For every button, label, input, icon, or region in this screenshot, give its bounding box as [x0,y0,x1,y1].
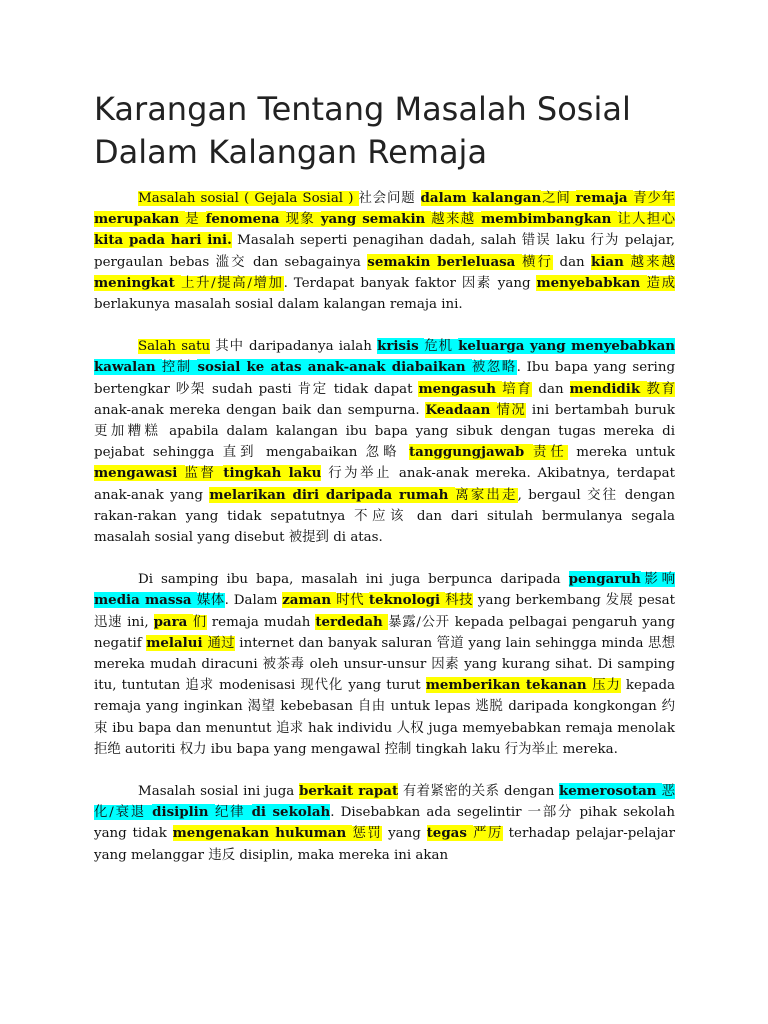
paragraph-3 [94,569,675,760]
highlighted-phrase: 离家出走 [455,487,518,503]
text-run: kepada remaja yang inginkan 渴望 kebebasan 自由 untuk lepas 逃脱 daripada kongkongan 约束 ibu bapa dan menuntut 追求 hak individu 人权 juga memyebabkan remaja menolak 拒绝 autoriti 权力 ibu bapa yang mengawal 控制 tingkah laku 行为举止 mereka. [94,678,675,757]
highlighted-phrase: 媒体 [196,593,225,609]
highlighted-phrase: 被忽略 [471,360,517,376]
document-page [94,88,675,866]
highlighted-phrase: keluarga yang menyebabkan kawalan [94,338,675,376]
paragraph-1 [94,188,675,315]
text-run: dan [532,381,570,397]
highlighted-phrase: mengasuh [418,380,503,397]
text-run: remaja mudah [206,614,316,630]
highlighted-phrase: 时代 [336,593,369,609]
highlighted-phrase: di sekolah [251,804,331,821]
text-run: Masalah sosial ini juga [138,784,299,800]
highlighted-phrase: berkait rapat [298,783,399,800]
text-run: mereka untuk [567,445,675,461]
highlighted-phrase: melarikan diri daripada rumah [209,486,456,503]
highlighted-phrase: mendidik [569,380,647,397]
highlighted-phrase: 培育 [502,381,533,397]
highlighted-phrase: 们 [192,614,207,630]
highlighted-phrase: disiplin [152,804,215,821]
highlighted-phrase: mengenakan hukuman [172,825,353,842]
text-run: terhadap pelajar-pelajar yang melanggar 违反 disiplin, maka mereka ini akan [94,826,676,863]
highlighted-phrase: 责任 [532,445,568,461]
text-run: anak-anak mereka dengan baik dan sempurna. [94,402,426,418]
highlighted-phrase: sosial ke atas anak-anak diabaikan [197,359,472,376]
text-run: berlakunya masalah sosial dalam kalangan remaja ini. [94,297,463,313]
text-run: 行为举止 anak-anak mereka. Akibatnya, terdapat anak-anak yang [94,466,675,503]
highlighted-phrase: 压力 [592,678,621,694]
highlighted-phrase: meningkat [94,274,182,291]
paragraph-2 [94,336,675,548]
highlighted-phrase: menyebabkan [536,274,647,291]
highlighted-phrase: semakin berleluasa [367,253,523,270]
highlighted-phrase: tanggungjawab [408,444,533,461]
highlighted-phrase: 科技 [445,593,474,609]
highlighted-phrase: zaman [282,592,337,609]
highlighted-phrase: 严厉 [473,826,503,842]
highlighted-phrase: 纪律 [215,805,252,821]
text-run: . Dalam [224,593,283,609]
highlighted-phrase: 越来越 [630,254,676,270]
highlighted-phrase: para [153,613,193,630]
highlighted-phrase: melalui [146,634,208,651]
highlighted-phrase: kemerosotan [559,783,662,800]
document-title: Karangan Tentang Masalah Sosial Dalam Kalangan Remaja [94,90,631,171]
highlighted-phrase: 通过 [207,635,235,651]
highlighted-phrase: 越来越 [431,212,482,228]
highlighted-phrase: 横行 [522,254,554,270]
highlighted-phrase: 影响 [640,572,676,588]
essay-body [94,188,675,866]
highlighted-phrase: dalam kalangan [420,190,542,206]
text-run: Masalah seperti penagihan dadah, salah 错误 laku 行为 pelajar, pergaulan bebas 滥交 dan sebagainya [94,233,675,270]
text-run: 其中 daripadanya ialah [210,339,378,355]
highlighted-phrase: krisis [377,338,425,355]
highlighted-phrase: kian [591,253,631,270]
highlighted-phrase: 青少年 [633,191,675,206]
highlighted-phrase: 情况 [496,402,527,418]
highlighted-phrase: memberikan tekanan [425,677,593,694]
highlighted-phrase: 造成 [646,275,675,291]
highlighted-phrase: fenomena [205,211,286,228]
highlighted-phrase: remaja [575,190,634,206]
highlighted-phrase: 教育 [646,381,675,397]
highlighted-phrase: tingkah laku [223,465,322,482]
text-run: yang [382,826,427,842]
highlighted-phrase: membimbangkan [481,211,618,228]
highlighted-phrase: mengawasi [94,465,185,482]
highlighted-phrase: 上升/提高/增加 [181,275,284,291]
text-run: 社会问题 [358,191,421,206]
highlighted-phrase: 监督 [184,466,224,482]
highlighted-phrase: media massa [94,592,197,609]
text-run: . Disebabkan ada segelintir 一部分 pihak sekolah yang tidak [94,805,675,842]
highlighted-phrase: Salah satu [138,339,211,355]
highlighted-phrase: 控制 [161,360,198,376]
highlighted-phrase: terdedah [315,613,389,630]
text-run: . Terdapat banyak faktor 因素 yang [283,275,537,291]
text-run: 有着紧密的关系 dengan [398,784,559,800]
text-run: ini bertambah buruk 更加糟糕 apabila dalam kalangan ibu bapa yang sibuk dengan tugas mereka di pejabat sehingga 直到 mengabaikan 忽略 [94,402,676,461]
text-run: . Ibu bapa yang sering bertengkar 吵架 sudah pasti 肯定 tidak dapat [94,360,676,397]
highlighted-phrase: Masalah sosial ( Gejala Sosial ) [138,191,359,206]
paragraph-4 [94,781,675,866]
highlighted-phrase: 让人担心 [617,212,675,228]
highlighted-phrase: teknologi [368,592,446,609]
highlighted-phrase: 惩罚 [352,826,383,842]
text-run: Di samping ibu bapa, masalah ini juga berpunca daripada [138,572,569,588]
highlighted-phrase: 之间 [541,191,576,206]
highlighted-phrase: pengaruh [568,571,641,588]
highlighted-phrase: 危机 [424,339,459,355]
highlighted-phrase: tegas [426,825,474,842]
text-run: , bergaul 交往 dengan rakan-rakan yang tidak sepatutnya 不应该 dan dari situlah bermulanya segala masalah sosial yang disebut 被提到 di atas. [94,487,676,546]
highlighted-phrase: yang semakin [320,211,432,228]
text-run: yang berkembang 发展 pesat 迅速 ini, [94,593,676,630]
highlighted-phrase: 恶化/衰退 [94,784,675,821]
highlighted-phrase: 是 [185,212,206,228]
text-run: 暴露/公开 kepada pelbagai pengaruh yang negatif [94,614,675,651]
highlighted-phrase: Keadaan [425,401,497,418]
highlighted-phrase: merupakan [94,211,186,228]
highlighted-phrase: kita pada hari ini. [94,232,232,249]
highlighted-phrase: 现象 [285,212,321,228]
text-run: internet dan banyak saluran 管道 yang lain sehingga minda 思想 mereka mudah diracuni 被茶毒 oleh unsur-unsur 因素 yang kurang sihat. Di samping itu, tuntutan 追求 modenisasi 现代化 yang turut [94,635,676,694]
text-run: dan [553,254,592,270]
